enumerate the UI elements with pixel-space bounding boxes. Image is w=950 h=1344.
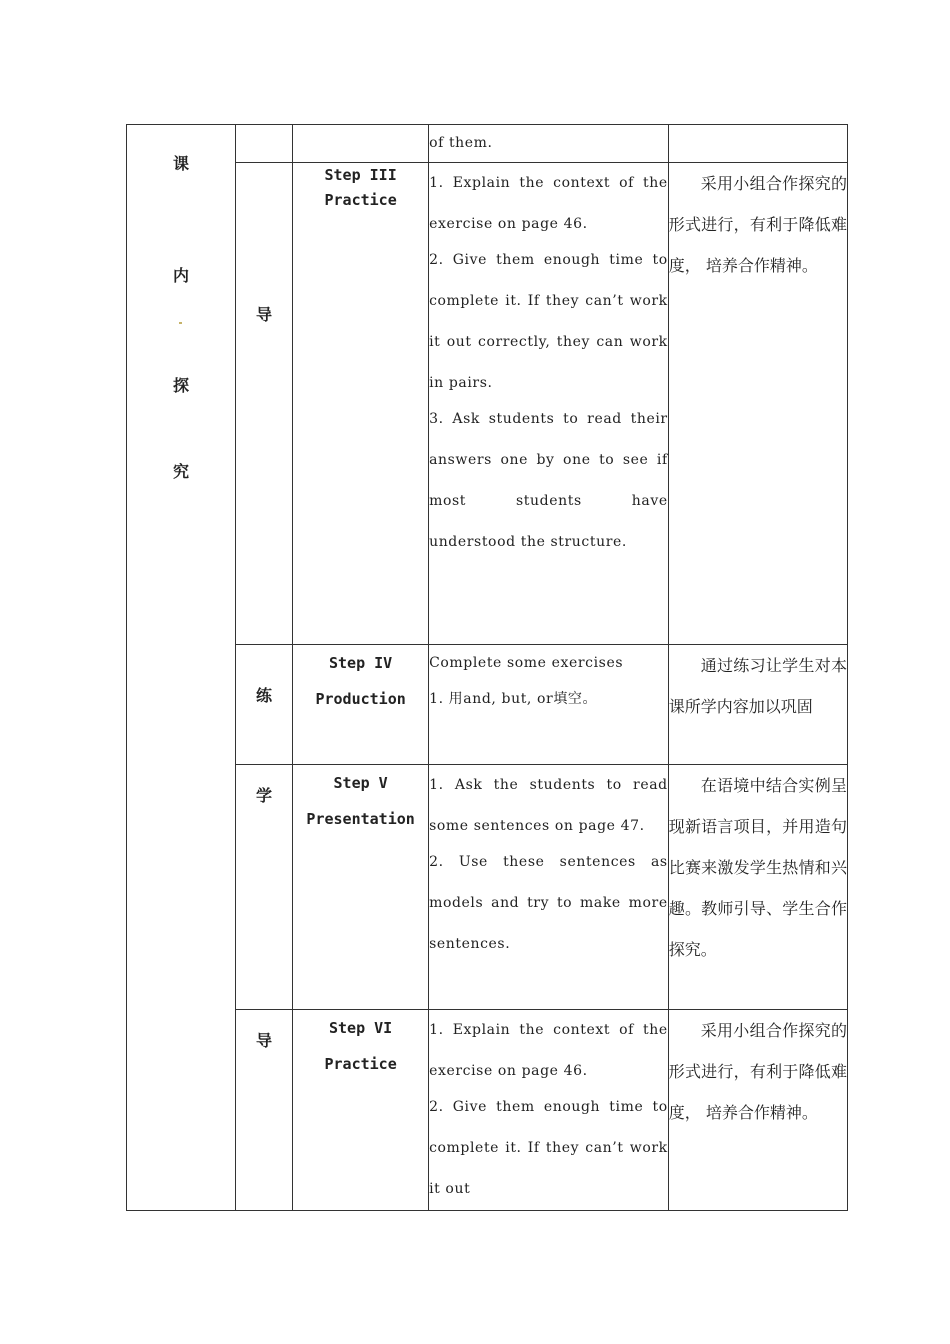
step-cell (293, 1010, 429, 1211)
phase-cell (235, 125, 292, 163)
step-number: Step VI (329, 1019, 393, 1037)
section-char: 课 (172, 154, 189, 173)
note-cell: 采用小组合作探究的形式进行，有利于降低难度， 培养合作精神。 (668, 163, 847, 645)
activity-cell (429, 1010, 669, 1211)
lesson-plan-table (126, 124, 848, 1211)
step-title: Presentation (306, 810, 415, 828)
note-cell (668, 125, 847, 163)
activity-text: 1. Ask the students to read some sentences on page 47. (429, 777, 668, 834)
activity-text: 1. Explain the context of the exercise on page 46. (429, 175, 668, 232)
step-title: Practice (324, 191, 397, 209)
note-cell: 在语境中结合实例呈现新语言项目，并用造句比赛来激发学生热情和兴趣。教师引导、学生合作探究。 (668, 765, 847, 1010)
activity-cell (429, 163, 669, 645)
step-cell (293, 125, 429, 163)
activity-text: of them. (429, 135, 493, 151)
note-cell: 采用小组合作探究的形式进行，有利于降低难度， 培养合作精神。 (668, 1010, 847, 1211)
step-number: Step IV (329, 654, 393, 672)
decorative-dot (179, 322, 182, 324)
step-cell (293, 765, 429, 1010)
step-title: Production (315, 690, 406, 708)
activity-cell (429, 645, 669, 765)
phase-cell: 练 (235, 645, 292, 765)
activity-text: Complete some exercises (429, 655, 624, 671)
table-row (127, 125, 848, 163)
phase-cell: 导 (235, 1010, 292, 1211)
section-char: 究 (172, 462, 189, 481)
section-char: 内 (172, 266, 189, 285)
activity-cell (429, 125, 669, 163)
step-title: Practice (324, 1055, 397, 1073)
activity-text: 2. Give them enough time to complete it. If they can’t work it out (429, 1099, 668, 1197)
phase-cell: 导 (235, 163, 292, 645)
activity-text: 3. Ask students to read their answers one by one to see if most students have understood the structure. (429, 411, 668, 550)
section-label-cell (127, 125, 236, 1211)
step-cell (293, 645, 429, 765)
activity-text: 2. Use these sentences as models and try to make more sentences. (429, 854, 668, 952)
activity-text: 1. 用and, but, or填空。 (429, 691, 598, 707)
phase-cell: 学 (235, 765, 292, 1010)
step-cell (293, 163, 429, 645)
activity-text: 1. Explain the context of the exercise on page 46. (429, 1022, 668, 1079)
activity-text: 2. Give them enough time to complete it. If they can’t work it out correctly, they can work in pairs. (429, 252, 668, 391)
step-number: Step V (333, 774, 388, 792)
activity-cell (429, 765, 669, 1010)
note-cell: 通过练习让学生对本课所学内容加以巩固 (668, 645, 847, 765)
step-number: Step III (324, 166, 397, 184)
section-char: 探 (172, 376, 189, 395)
